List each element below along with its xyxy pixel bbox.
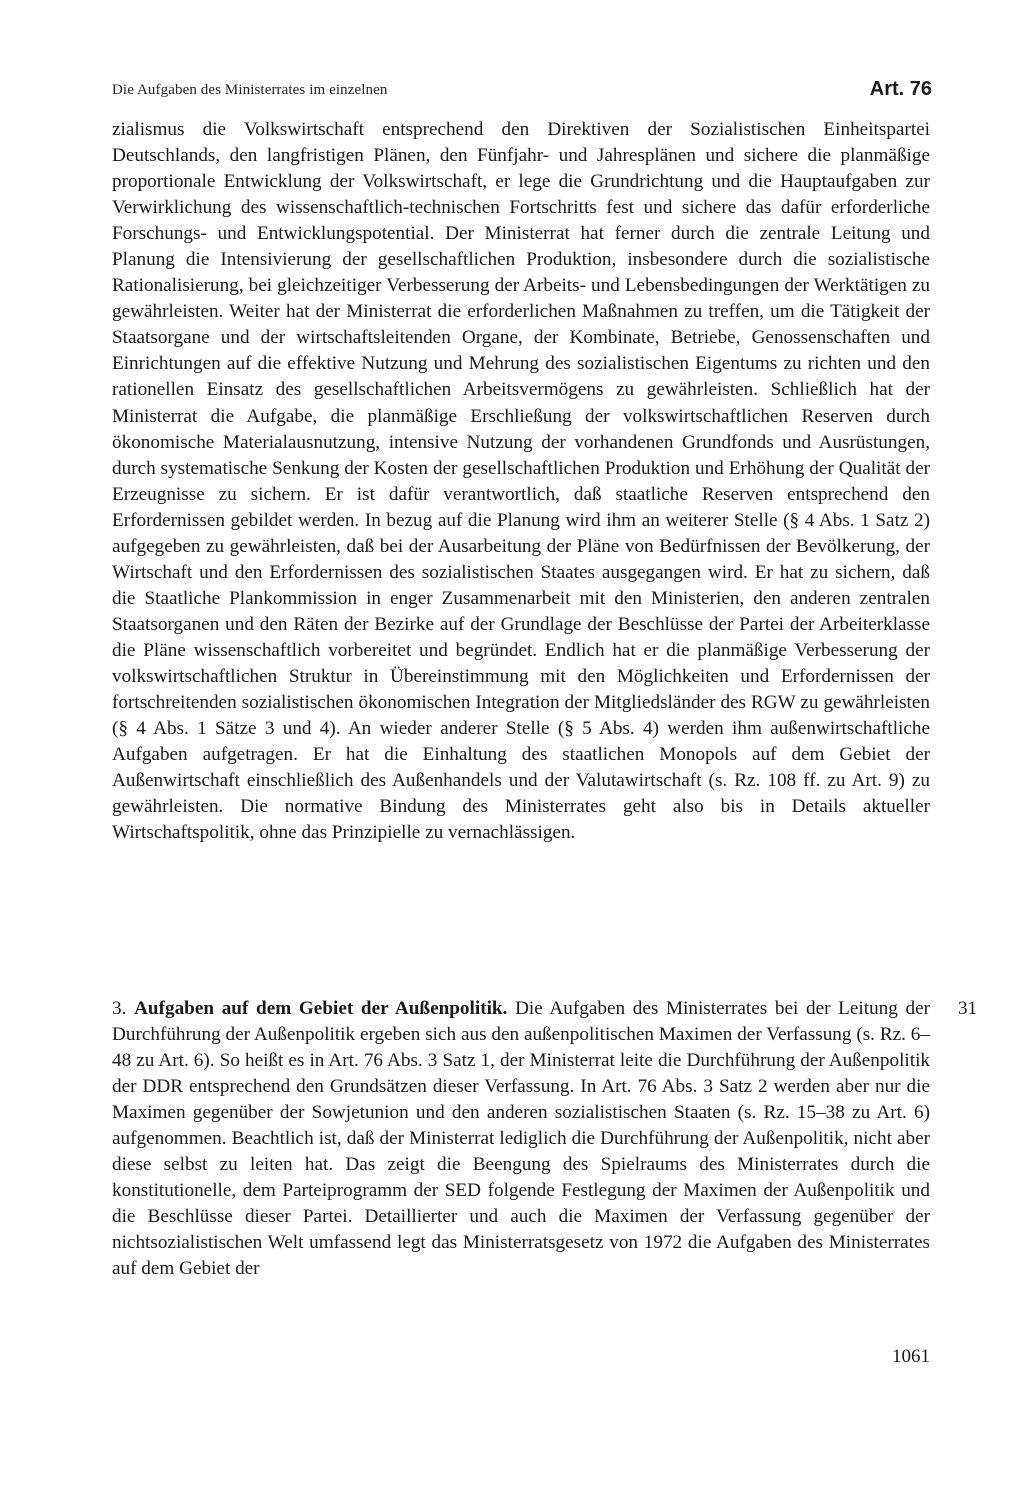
body-paragraph-continued: zialismus die Volkswirtschaft entsprechend den Direktiven der Sozialistischen Einheitspartei Deutschlands, den langfristigen Plänen, den Fünfjahr- und Jahresplänen und sichere die planmäßige proportionale Entwicklung der Volkswirtschaft, er lege die Grundrichtung und die Hauptaufgaben zur Verwirklichung des wissenschaftlich-technischen Fortschritts fest und sichere das dafür erforderliche Forschungs- und Entwicklungspotential. Der Ministerrat hat ferner durch die zentrale Leitung und Planung die Intensivierung der gesellschaftlichen Produktion, insbesondere durch die sozialistische Rationalisierung, bei gleichzeitiger Verbesserung der Arbeits- und Lebensbedingungen der Werktätigen zu gewährleisten. Weiter hat der Ministerrat die erforderlichen Maßnahmen zu treffen, um die Tätigkeit der Staatsorgane und der wirtschaftsleitenden Organe, der Kombinate, Betriebe, Genossenschaften und Einrichtungen auf die effektive Nutzung und Mehrung des sozialistischen Eigentums zu richten und den rationellen Einsatz des gesellschaftlichen Arbeitsvermögens zu gewährleisten. Schließlich hat der Ministerrat die Aufgabe, die planmäßige Erschließung der volkswirtschaftlichen Reserven durch ökonomische Materialausnutzung, intensive Nutzung der vorhandenen Grundfonds und Ausrüstungen, durch systematische Senkung der Kosten der gesellschaftlichen Produktion und Erhöhung der Qualität der Erzeugnisse zu sichern. Er ist dafür verantwortlich, daß staatliche Reserven entsprechend den Erfordernissen gebildet werden. In bezug auf die Planung wird ihm an weiterer Stelle (§ 4 Abs. 1 Satz 2) aufgegeben zu gewährleisten, daß bei der Ausarbeitung der Pläne von Bedürfnissen der Bevölkerung, der Wirtschaft und den Erfordernissen des sozialistischen Staates ausgegangen wird. Er hat zu sichern, daß die Staatliche Plankommission in enger Zusammenarbeit mit den Ministerien, den anderen zentralen Staatsorganen und den Räten der Bezirke auf der Grundlage der Beschlüsse der Partei der Arbeiterklasse die Pläne wissenschaftlich vorbereitet und begründet. Endlich hat er die planmäßige Verbesserung der volkswirtschaftlichen Struktur in Übereinstimmung mit den Möglichkeiten und Erfordernissen der fortschreitenden sozialistischen ökonomischen Integration der Mitgliedsländer des RGW zu gewährleisten (§ 4 Abs. 1 Sätze 3 und 4). An wieder anderer Stelle (§ 5 Abs. 4) werden ihm außenwirtschaftliche Aufgaben aufgetragen. Er hat die Einhaltung des staatlichen Monopols auf dem Gebiet der Außenwirtschaft einschließlich des Außenhandels und der Valutawirtschaft (s. Rz. 108 ff. zu Art. 9) zu gewährleisten. Die normative Bindung des Ministerrates geht also bis in Details aktueller Wirtschaftspolitik, ohne das Prinzipielle zu vernachlässigen.: [112, 119, 930, 844]
section-paragraph: [112, 996, 930, 1283]
section-number: 3.: [112, 998, 127, 1019]
section-text: Die Aufgaben des Ministerrates bei der Leitung der Durchführung der Außenpolitik ergeben sich aus den außenpolitischen Maximen der Verfassung (s. Rz. 6–48 zu Art. 6). So heißt es in Art. 76 Abs. 3 Satz 1, der Ministerrat leite die Durchführung der Außenpolitik der DDR entsprechend den Grundsätzen dieser Verfassung. In Art. 76 Abs. 3 Satz 2 werden aber nur die Maximen gegenüber der Sowjetunion und den anderen sozialistischen Staaten (s. Rz. 15–38 zu Art. 6) aufgenommen. Beachtlich ist, daß der Ministerrat lediglich die Durchführung der Außenpolitik, nicht aber diese selbst zu leiten hat. Das zeigt die Beengung des Spielraums des Ministerrates durch die konstitutionelle, dem Parteiprogramm der SED folgende Festlegung der Maximen der Außenpolitik und die Beschlüsse dieser Partei. Detaillierter und auch die Maximen der Verfassung gegenüber der nichtsozialistischen Welt umfassend legt das Ministerratsgesetz von 1972 die Aufgaben des Ministerrates auf dem Gebiet der: [112, 998, 931, 1280]
running-title: Die Aufgaben des Ministerrates im einzelnen: [112, 82, 388, 98]
margin-number: 31: [958, 998, 977, 1019]
running-head: [112, 78, 932, 106]
page-number: 1061: [892, 1346, 930, 1367]
section-heading: Aufgaben auf dem Gebiet der Außenpolitik.: [134, 998, 508, 1019]
article-label: Art. 76: [869, 78, 932, 100]
